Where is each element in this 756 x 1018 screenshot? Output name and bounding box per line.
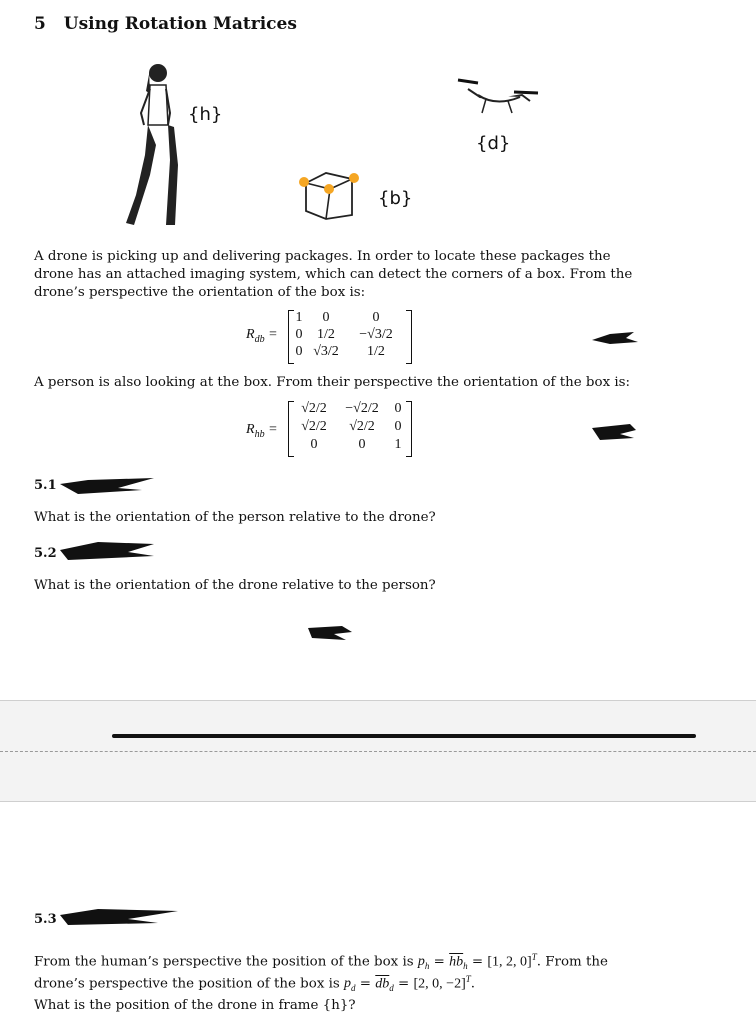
redacted-scribble [58,474,158,496]
question-5-3-text: What is the position of the drone in frame {h}? [34,998,356,1013]
question-5-3-number: 5.3 [34,912,57,927]
section-heading [34,14,297,34]
box-corner-marker [349,173,359,183]
page-divider-line [112,734,696,738]
question-5-2-text: What is the orientation of the drone relative to the person? [34,578,436,593]
matrix-db-symbol: $R_{db}$ = [246,327,278,345]
page-break-dashed [0,751,756,752]
drone-illustration [458,80,538,113]
question-5-3-line2: drone’s perspective the position of the box is $p_d = \overline{db}_d = [2$, 0, −2]$^T$. [34,974,476,994]
box-corner-marker [299,177,309,187]
intro-paragraph: A drone is picking up and delivering packages. In order to locate these packages the drone has an attached imaging system, which can detect the corners of a box. From the drone’s perspective the orientation of the box is: [34,249,633,300]
redacted-scribble [590,328,640,348]
matrix-hb-symbol: $R_{hb}$ = [246,422,278,440]
redacted-scribble [58,905,182,927]
box-corner-marker [324,184,334,194]
matrix-db: 1 0 0 0 1/2 −√3/2 0 √3/2 1/2 [288,310,412,364]
redacted-scribble [590,420,640,444]
question-5-3-line1: From the human’s perspective the position of the box is $p_h = \overline{hb}_h = [1$, 2, 0]$^T$. From the [34,952,608,972]
redacted-scribble [306,622,356,644]
question-5-2-number: 5.2 [34,546,57,561]
frame-d-label: {d} [476,133,511,154]
frame-h-label: {h} [188,104,223,125]
matrix-hb: √2/2 −√2/2 0 √2/2 √2/2 0 0 0 1 [288,401,412,457]
question-5-1-text: What is the orientation of the person relative to the drone? [34,510,436,525]
question-5-1-number: 5.1 [34,478,57,493]
redacted-scribble [58,540,158,562]
section-number: 5 [34,14,46,34]
box-illustration [299,173,359,219]
person-illustration [126,64,178,225]
section-title: Using Rotation Matrices [63,14,297,34]
person-paragraph: A person is also looking at the box. From their perspective the orientation of the box is: [34,375,631,390]
frame-b-label: {b} [378,188,413,209]
